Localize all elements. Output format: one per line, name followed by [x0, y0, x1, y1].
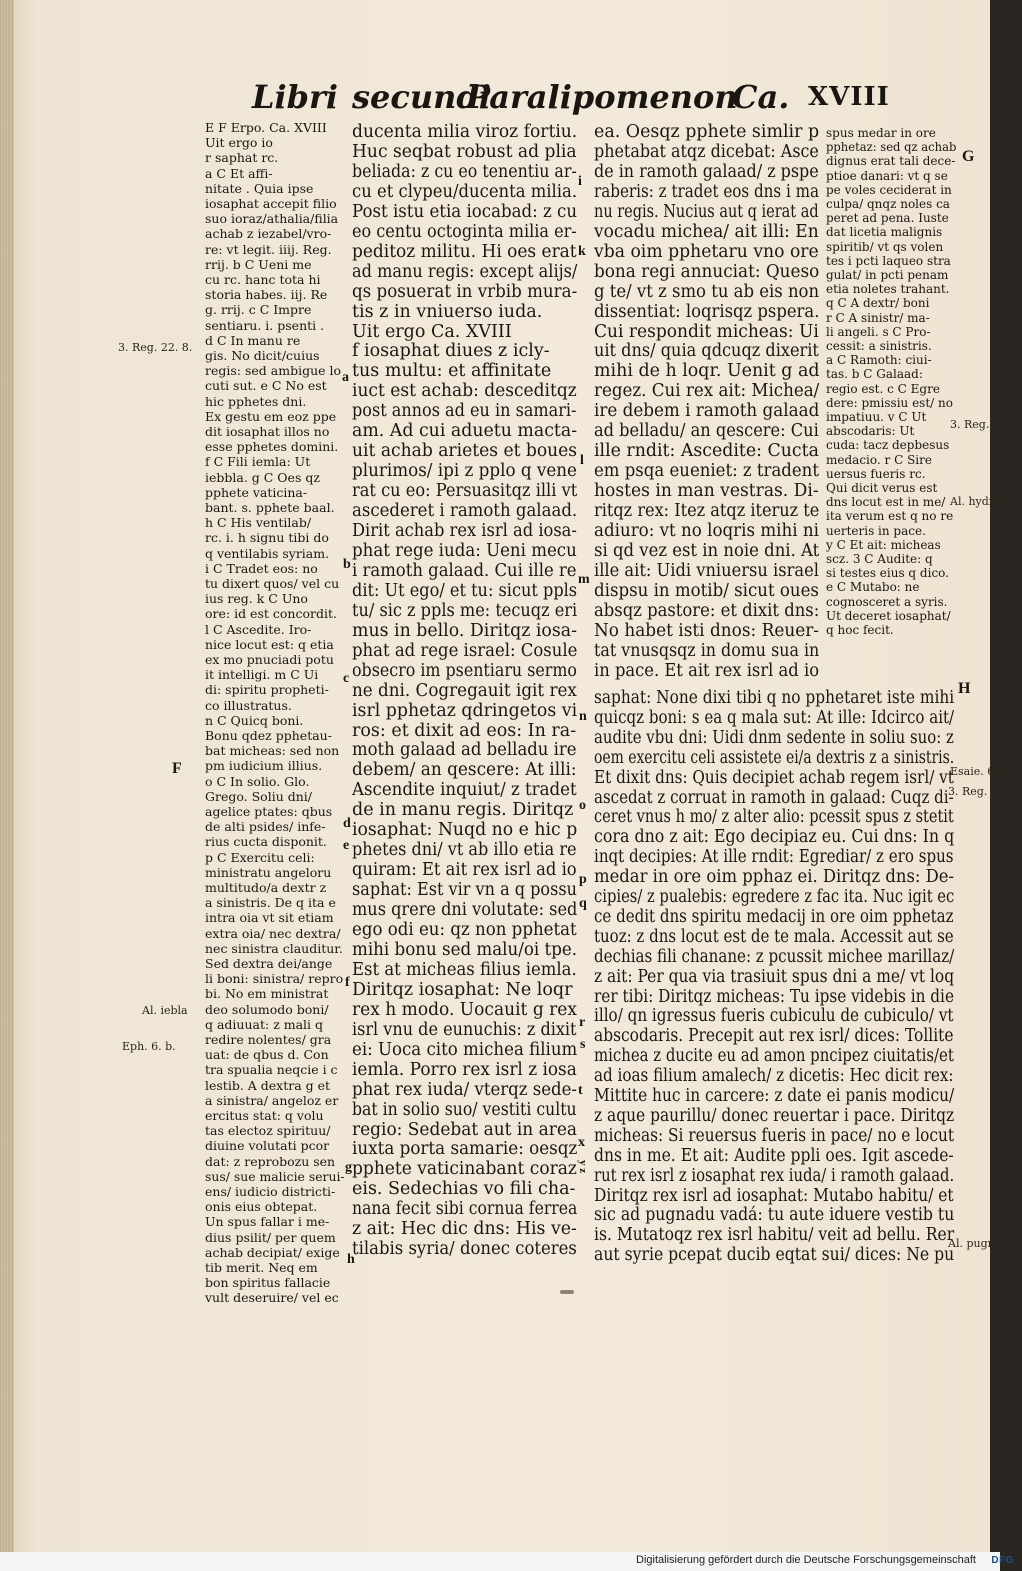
sig-letter-b: b [343, 557, 351, 572]
main-b-line: ille ait: Uidi vniuersu israel [594, 560, 819, 581]
gloss-left-line: ore: id est concordit. [205, 606, 337, 622]
gloss-left-line: vult deseruire/ vel ec [205, 1290, 339, 1306]
sig-letter-a: a [342, 370, 349, 385]
main-b-line: mihi de h loqr. Uenit g ad [594, 361, 820, 382]
gloss-left-line: rrij. b C Ueni me [205, 256, 312, 272]
main-full-line: is. Mutatoqz rex isrl habitu/ veit ad bellu. Rer [594, 1225, 955, 1246]
gloss-left-line: a sinistra/ angeloz er [205, 1092, 339, 1108]
main-full-line: Et dixit dns: Quis decipiet achab regem isrl/ vt [594, 767, 954, 788]
gloss-left-line: Sed dextra dei/ange [205, 956, 333, 971]
main-a-line: iuxta porta samarie: oesqz [352, 1139, 578, 1160]
gloss-right-line: peret ad pena. Iuste [826, 211, 949, 226]
sig-letter-t: t [578, 1083, 583, 1098]
gloss-left-line: ens/ iudicio districti- [205, 1184, 336, 1199]
main-b-line: vocadu michea/ ait illi: En [594, 221, 819, 242]
gloss-left-line: g. rrij. c C Impre [205, 302, 312, 318]
gloss-left-line: Uit ergo io [205, 135, 273, 151]
main-a-line: saphat: Est vir vn a q possu [352, 880, 577, 901]
sig-letter-x: x [578, 1135, 585, 1150]
gloss-right-line: cognosceret a syris. [826, 594, 948, 609]
main-full-line: rut rex isrl z iosaphat rex iuda/ i ramoth galaad. [594, 1165, 955, 1186]
main-b-line: ad belladu/ an qescere: Cui [594, 421, 819, 442]
sig-letter-g: g [345, 1160, 352, 1175]
gloss-left-line: cu rc. hanc tota hi [205, 272, 321, 287]
gloss-left-line: it intelligi. m C Ui [205, 667, 319, 683]
main-a-line: phat rege iuda: Ueni mecu [352, 540, 577, 561]
main-b-line: ire debem i ramoth galaad [594, 401, 820, 422]
main-a-line: mus qrere dni volutate: sed [352, 900, 578, 921]
main-a-line: eo centu octoginta milia er- [352, 221, 577, 242]
gloss-right-line: q hoc fecit. [826, 623, 894, 637]
gloss-right-line: pphetaz: sed qz achab [826, 140, 957, 155]
gloss-right-line: y C Et ait: micheas [826, 537, 941, 552]
gloss-left-line: co illustratus. [205, 697, 292, 713]
gloss-left-line: li boni: sinistra/ repro [205, 971, 344, 987]
main-a-line: uit achab arietes et boues [352, 441, 578, 462]
main-a-line: mihi bonu sed malu/oi tpe. [352, 939, 578, 960]
gloss-right-line: q C A dextr/ boni [826, 296, 930, 311]
main-a-line: ducenta milia viroz fortiu. [352, 122, 578, 142]
main-a-line: Huc seqbat robust ad plia [352, 141, 577, 162]
main-a-line: ad manu regis: except alijs/ [352, 261, 578, 282]
section-letter-g: G [962, 148, 975, 165]
main-a-line: quiram: Et ait rex isrl ad io [352, 860, 577, 881]
main-full-line: aut syrie pcepat ducib eqtat sui/ dices: Ne pu [594, 1245, 955, 1266]
main-a-line: Est at micheas filius iemla. [352, 959, 577, 980]
gloss-left-line: iebbla. g C Oes qz [205, 469, 320, 485]
main-a-line: ego odi eu: qz non pphetat [352, 920, 577, 940]
gloss-right-line: dignus erat tali dece- [826, 154, 956, 169]
gloss-left-line: o C In solio. Glo. [205, 773, 310, 789]
section-letter-h: H [958, 680, 971, 697]
gloss-right-line: medacio. r C Sire [826, 452, 932, 467]
gloss-right-line: etia noletes trahant. [826, 282, 950, 297]
sig-letter-q: q [579, 896, 587, 911]
gloss-right-line: gulat/ in pcti penam [826, 268, 949, 282]
gloss-right-line: li angeli. s C Pro- [826, 324, 931, 339]
gloss-right-line: spus medar in ore [826, 126, 936, 140]
gloss-left-line: l C Ascedite. Iro- [205, 621, 312, 637]
gloss-left-line: bant. s. pphete baal. [205, 500, 335, 515]
sig-letter-m: m [578, 572, 590, 587]
main-full-line: ascedat z corruat in ramoth in galaad: Cuqz di- [594, 787, 954, 808]
dfg-logo: DFG [991, 1555, 1014, 1566]
sig-letter-i-top: i [578, 174, 582, 189]
main-full-line: michea z ducite eu ad amon pncipez ciuitatis/et [594, 1046, 954, 1067]
main-a-line: phat ad rege israel: Cosule [352, 640, 578, 661]
gloss-right-line: dat licetia malignis [826, 225, 943, 240]
main-full-line: ceret vnus h mo/ z alter alio: pcessit spus z stetit [594, 807, 954, 828]
main-a-line: cu et clypeu/ducenta milia. [352, 181, 578, 202]
main-a-line: bat in solio suo/ vestiti cultu [352, 1099, 577, 1120]
margin-ref-eph: Eph. 6. b. [122, 1040, 176, 1053]
gloss-left-line: a sinistris. De q ita e [205, 895, 336, 911]
gloss-left-line: Ex gestu em eoz ppe [205, 408, 337, 424]
gloss-left-line: d C In manu re [205, 332, 301, 348]
gloss-left-line: dat: z reprobozu sen [205, 1153, 336, 1169]
main-a-line: phetes dni/ vt ab illo etia re [352, 840, 577, 861]
margin-ref-esaie: Esaie. 6. a. [950, 765, 1012, 778]
gloss-left-line: E F Erpo. Ca. XVIII [205, 120, 327, 135]
gloss-right-line: cuda: tacz depbesus [826, 438, 950, 453]
main-b-line: tat vnusqsqz in domu sua in [594, 640, 820, 661]
gloss-left-line: bon spiritus fallacie [205, 1275, 331, 1291]
gloss-right-line: uerteris in pace. [826, 523, 926, 538]
gloss-left-line: storia habes. iij. Re [205, 287, 328, 303]
gloss-left-line: diuine volutati pcor [205, 1138, 330, 1154]
margin-ref-reg: 3. Reg. 22. 8. [118, 341, 193, 354]
main-full-line: saphat: None dixi tibi q no pphetaret iste mihi [594, 688, 955, 708]
main-a-line: Uit ergo Ca. XVIII [352, 321, 512, 342]
gloss-left-line: onis eius obtepat. [205, 1199, 318, 1215]
gloss-left-line: intra oia vt sit etiam [205, 910, 334, 926]
gloss-right-line: impatiuu. v C Ut [826, 410, 927, 424]
main-full-line: z ait: Per qua via trasiuit spus dni a me/ vt loq [594, 966, 955, 987]
gloss-left-line: tra spualia neqcie i c [205, 1062, 338, 1078]
main-full-line: oem exercitu celi assistete ei/a dextris z a sinistris. [594, 747, 955, 768]
gloss-left-line: pphete vaticina- [205, 484, 308, 500]
main-b-line: ritqz rex: Itez atqz iteruz te [594, 501, 820, 522]
gloss-right-line: tes i pcti laqueo stra [826, 253, 951, 268]
main-a-line: rex h modo. Uocauit g rex [352, 999, 578, 1020]
gloss-left-line: tib merit. Neq em [205, 1260, 318, 1275]
main-b-line: dispsu in motib/ sicut oues [594, 580, 819, 601]
gloss-left-line: pm iudicium illius. [205, 758, 323, 774]
main-b-line: ea. Oesqz pphete simlir p [594, 122, 820, 142]
gloss-right-line: r C A sinistr/ ma- [826, 310, 930, 325]
gloss-right-line: uersus fueris rc. [826, 466, 926, 481]
gloss-left-line: dit iosaphat illos no [205, 424, 330, 439]
main-full-line: Diritqz rex isrl ad iosaphat: Mutabo habitu/ et [594, 1185, 954, 1206]
ink-mark [560, 1290, 574, 1294]
main-full-line: sic ad pugnadu vadá: tu aute iduere vestib tu [594, 1205, 955, 1226]
main-full-line: Mittite huc in carcere: z date ei panis modicu/ [594, 1086, 955, 1106]
gloss-left-line: rius cucta disponit. [205, 834, 327, 850]
gloss-left-line: q ventilabis syriam. [205, 545, 330, 561]
gloss-left-line: Bonu qdez pphetau- [205, 728, 332, 743]
main-a-line: iuct est achab: desceditqz [352, 381, 577, 402]
main-a-line: plurimos/ ipi z pplo q vene [352, 461, 577, 482]
main-a-line: ros: et dixit ad eos: In ra- [352, 720, 577, 741]
main-a-line: debem/ an qescere: At illi: [352, 760, 577, 781]
main-a-line: iosaphat: Nuqd no e hic p [352, 820, 578, 841]
main-a-line: f iosaphat diues z icly- [352, 341, 550, 362]
main-a-line: Dirit achab rex isrl ad iosa- [352, 521, 577, 541]
main-b-line: nu regis. Nucius aut q ierat ad [594, 201, 819, 222]
main-full-line: tuoz: z dns locut est de te mala. Accessit aut se [594, 926, 954, 947]
gloss-left-line: Grego. Soliu dni/ [205, 788, 312, 804]
margin-ref-al-pugna: Al. pugna [948, 1237, 1002, 1250]
main-a-line: de in manu regis. Diritqz [352, 800, 574, 821]
main-a-line: ei: Uoca cito michea filium [352, 1039, 578, 1060]
margin-ref-al-right: Al. hydrwbo [950, 495, 1018, 508]
main-b-line: de in ramoth galaad/ z pspe [594, 161, 819, 182]
gloss-left-line: gis. No dicit/cuius [205, 348, 320, 363]
gloss-left-line: de alti psides/ infe- [205, 819, 326, 835]
gloss-left-line: dius psilit/ per quem [205, 1229, 336, 1245]
main-a-line: tilabis syria/ donec coteres [352, 1239, 577, 1260]
gloss-left-line: n C Quicq boni. [205, 712, 304, 728]
sig-letter-yz: y z [577, 1160, 589, 1174]
gloss-left-line: hic pphetes dni. [205, 393, 307, 409]
main-b-line: em psqa eueniet: z tradent [594, 461, 819, 482]
main-full-line: illo/ qn igressus fueris cubiculu de cubiculo/ vt [594, 1006, 954, 1027]
running-head-paralipomenon: Paralipomenon [466, 78, 738, 116]
main-full-line: medar in ore oim pphaz ei. Diritqz dns: De- [594, 867, 955, 888]
sig-letter-p: p [579, 872, 587, 887]
gloss-left-line: re: vt legit. iiij. Reg. [205, 241, 332, 257]
footer-funding-text: Digitalisierung gefördert durch die Deutsche Forschungsgemeinschaft [636, 1554, 976, 1566]
main-b-line: absqz pastore: et dixit dns: [594, 600, 820, 621]
main-a-line: dit: Ut ego/ et tu: sicut ppls [352, 580, 578, 601]
main-a-line: regio: Sedebat aut in area [352, 1119, 578, 1140]
gloss-right-line: e C Mutabo: ne [826, 580, 920, 595]
gloss-left-line: p C Exercitu celi: [205, 849, 315, 865]
sig-letter-k: k [578, 244, 586, 259]
main-a-line: i ramoth galaad. Cui ille re [352, 560, 577, 581]
main-full-line: ad ioas filium amalech/ z dicetis: Hec dicit rex: [594, 1066, 954, 1087]
gloss-left-line: tu dixert quos/ vel cu [205, 576, 340, 591]
gloss-left-line: multitudo/a dextr z [205, 880, 327, 895]
main-full-line: cora dno z ait: Ego decipiaz eu. Cui dns: In q [594, 827, 955, 848]
gloss-left-line: redire nolentes/ gra [205, 1032, 332, 1047]
main-b-line: adiuro: vt no loqris mihi ni [594, 521, 819, 541]
main-a-line: peditoz militu. Hi oes erat [352, 241, 577, 262]
running-head [252, 78, 902, 118]
main-b-line: raberis: z tradet eos dns i ma [594, 181, 820, 202]
main-full-line: ce dedit dns spiritu medacij in ore oim pphetaz [594, 906, 954, 927]
gloss-left-line: rc. i. h signu tibi do [205, 530, 329, 546]
gloss-right-line: si testes eius q dico. [826, 566, 949, 581]
main-a-line: tu/ sic z ppls me: tecuqz eri [352, 600, 578, 621]
main-a-line: ne dni. Cogregauit igit rex [352, 680, 577, 701]
gloss-left-line: a C Et affi- [205, 165, 273, 181]
main-a-line: Diritqz iosaphat: Ne loqr [352, 979, 573, 1000]
main-a-line: nana fecit sibi cornua ferrea [352, 1199, 578, 1220]
gloss-left-line: di: spiritu propheti- [205, 682, 329, 698]
gloss-right-line: Ut deceret iosaphat/ [826, 608, 951, 623]
running-head-ca: Ca. [732, 78, 790, 116]
main-a-line: eis. Sedechias vo fili cha- [352, 1179, 576, 1200]
main-b-line: in pace. Et ait rex isrl ad io [594, 660, 820, 681]
main-a-line: Ascendite inquiut/ z tradet [352, 780, 577, 801]
gloss-right-line: pe voles ceciderat in [826, 182, 952, 197]
main-a-line: tus multu: et affinitate [352, 361, 552, 382]
gloss-left-line: agelice ptates: qbus [205, 804, 333, 819]
gloss-left-line: sus/ sue malicie serui- [205, 1168, 345, 1184]
gloss-left-line: i C Tradet eos: no [205, 560, 318, 576]
gloss-left-line: cuti sut. e C No est [205, 378, 327, 394]
gloss-left-line: tas electoz spirituu/ [205, 1123, 331, 1139]
gloss-left-line: achab z iezabel/vro- [205, 226, 332, 242]
gloss-right-line: abscodaris: Ut [826, 424, 915, 439]
main-full-line: dns in me. Et ait: Audite ppli oes. Igit ascede- [594, 1145, 954, 1166]
gloss-left-line: regis: sed ambigue lo [205, 363, 342, 379]
margin-ref-reg-right: 3. Reg. 22. [950, 418, 1011, 431]
main-a-line: qs posuerat in vrbib mura- [352, 281, 578, 302]
main-a-line: moth galaad ad belladu ire [352, 740, 577, 761]
gloss-left-line: q adiuuat: z mali q [205, 1016, 324, 1032]
gloss-left-line: nice locut est: q etia [205, 636, 334, 652]
gloss-right-line: ptioe danari: vt q se [826, 168, 948, 183]
main-full-line: dechias fili chanane: z pcussit michee marillaz/ [594, 946, 955, 967]
sig-letter-l: l [580, 453, 584, 468]
gloss-right-line: culpa/ qnqz noles ca [826, 197, 950, 211]
main-b-line: regez. Cui rex ait: Michea/ [594, 381, 820, 402]
gloss-right-line: scz. 3 C Audite: q [826, 552, 933, 566]
main-b-line: si qd vez est in noie dni. At [594, 540, 820, 561]
main-a-line: rat cu eo: Persuasitqz illi vt [352, 481, 578, 502]
gloss-left-line: nitate . Quia ipse [205, 180, 314, 196]
section-letter-f: F [172, 760, 182, 777]
gloss-left-line: ius reg. k C Uno [205, 591, 308, 607]
main-full-line: audite vbu dni: Uidi dnm sedente in soliu suo: z [594, 727, 954, 748]
sig-letter-h: h [347, 1252, 355, 1267]
gloss-right-line: dere: pmissiu est/ no [826, 395, 953, 410]
main-a-line: post annos ad eu in samari- [352, 401, 577, 422]
gloss-right-line: cessit: a sinistris. [826, 339, 932, 353]
sig-letter-c: c [343, 671, 350, 686]
gloss-left-line: uat: de qbus d. Con [205, 1047, 329, 1063]
gloss-right-line: Qui dicit verus est [826, 481, 938, 495]
gloss-left-line: suo ioraz/athalia/filia [205, 211, 339, 227]
main-b-line: Cui respondit micheas: Ui [594, 321, 819, 342]
main-full-line: inqt decipies: At ille rndit: Egrediar/ z ero spus [594, 847, 954, 868]
main-a-line: pphete vaticinabant coraz [352, 1159, 577, 1180]
main-a-line: beliada: z cu eo tenentiu ar- [352, 161, 577, 182]
main-b-line: g te/ vt z smo tu ab eis non [594, 281, 820, 302]
sig-letter-r: r [579, 1015, 586, 1030]
sig-letter-n: n [579, 709, 587, 724]
gloss-left-line: ministratu angeloru [205, 864, 332, 880]
main-b-line: uit dns/ quia qdcuqz dixerit [594, 341, 819, 362]
gloss-left-line: sentiaru. i. psenti . [205, 317, 325, 333]
main-a-line: phat rex iuda/ vterqz sede- [352, 1079, 577, 1100]
gloss-left-line: iosaphat accepit filio [205, 196, 337, 211]
gloss-left-line: bat micheas: sed non [205, 743, 340, 759]
main-full-line: abscodaris. Precepit aut rex isrl/ dices: Tollite [594, 1026, 954, 1047]
running-head-chapter-number: XVIII [808, 82, 890, 112]
main-b-line: vba oim pphetaru vno ore [594, 241, 819, 262]
gloss-left-line: ex mo pnuciadi potu [205, 652, 334, 667]
main-full-line: cipies/ z pualebis: egredere z fac ita. Nuc igit ec [594, 887, 955, 907]
main-a-line: am. Ad cui aduetu macta- [352, 421, 578, 442]
sig-letter-s: s [580, 1037, 586, 1052]
main-a-line: isrl vnu de eunuchis: z dixit [352, 1019, 577, 1040]
gloss-left-line: extra oia/ nec dextra/ [205, 925, 341, 941]
gloss-left-line: bi. No em ministrat [205, 986, 329, 1002]
sig-letter-o: o [579, 798, 586, 813]
gloss-right-line: ita verum est q no re [826, 509, 954, 524]
gloss-left-line: ercitus stat: q volu [205, 1108, 324, 1123]
main-a-line: z ait: Hec dic dns: His ve- [352, 1219, 577, 1240]
main-a-line: mus in bello. Diritqz iosa- [352, 620, 577, 641]
main-a-line: iemla. Porro rex isrl z iosa [352, 1059, 577, 1080]
main-b-line: No habet isti dnos: Reuer- [594, 620, 820, 641]
gloss-left-line: lestib. A dextra g et [205, 1077, 331, 1093]
gloss-left-line: achab decipiat/ exige [205, 1244, 340, 1260]
gloss-right-line: a C Ramoth: ciui- [826, 353, 932, 368]
gloss-left-line: h C His ventilab/ [205, 515, 312, 531]
main-b-line: dissentiat: loqrisqz pspera. [594, 301, 820, 322]
main-b-line: ille rndit: Ascedite: Cucta [594, 441, 819, 462]
gloss-right-line: spiritib/ vt qs volen [826, 239, 944, 254]
main-full-line: micheas: Si reuersus fueris in pace/ no e locut [594, 1125, 955, 1146]
running-head-secundi: secundi [352, 78, 491, 116]
main-full-line: z aque paurillu/ donec reuertar i pace. Diritqz [594, 1105, 955, 1126]
gloss-right-line: tas. b C Galaad: [826, 367, 923, 382]
gloss-right-line: regio est. c C Egre [826, 381, 940, 396]
running-head-libri: Libri [252, 78, 339, 116]
gloss-left-line: deo solumodo boni/ [205, 1001, 329, 1017]
gloss-left-line: f C Fili iemla: Ut [205, 454, 311, 470]
gloss-left-line: Un spus fallar i me- [205, 1214, 330, 1230]
main-a-line: obsecro im psentiaru sermo [352, 660, 577, 681]
gloss-left-line: esse pphetes domini. [205, 439, 339, 455]
sig-letter-f: f [345, 975, 350, 990]
gloss-left-line: r saphat rc. [205, 150, 279, 166]
main-full-line: rer tibi: Diritqz micheas: Tu ipse videbis in die [594, 986, 954, 1007]
gloss-left-line: nec sinistra clauditur. [205, 940, 343, 956]
sig-letter-d: d [343, 816, 351, 831]
main-b-line: bona regi annuciat: Queso [594, 261, 820, 282]
sig-letter-e: e [343, 838, 350, 853]
main-b-line: hostes in man vestras. Di- [594, 481, 819, 502]
margin-ref-iebla: Al. iebla [142, 1004, 188, 1017]
main-a-line: ascederet i ramoth galaad. [352, 501, 578, 522]
main-a-line: Post istu etia iocabad: z cu [352, 201, 578, 222]
main-b-line: phetabat atqz dicebat: Asce [594, 141, 819, 162]
page-gutter-edge [0, 0, 14, 1552]
main-full-line: quicqz boni: s ea q mala sut: At ille: Idcirco ait/ [594, 707, 955, 728]
main-a-line: tis z in vniuerso iuda. [352, 301, 543, 322]
margin-ref-reg-right2: 3. Reg. 22. 2. [948, 785, 1022, 798]
gloss-right-line: dns locut est in me/ [826, 495, 946, 510]
main-a-line: isrl pphetaz qdringetos vi [352, 700, 578, 721]
